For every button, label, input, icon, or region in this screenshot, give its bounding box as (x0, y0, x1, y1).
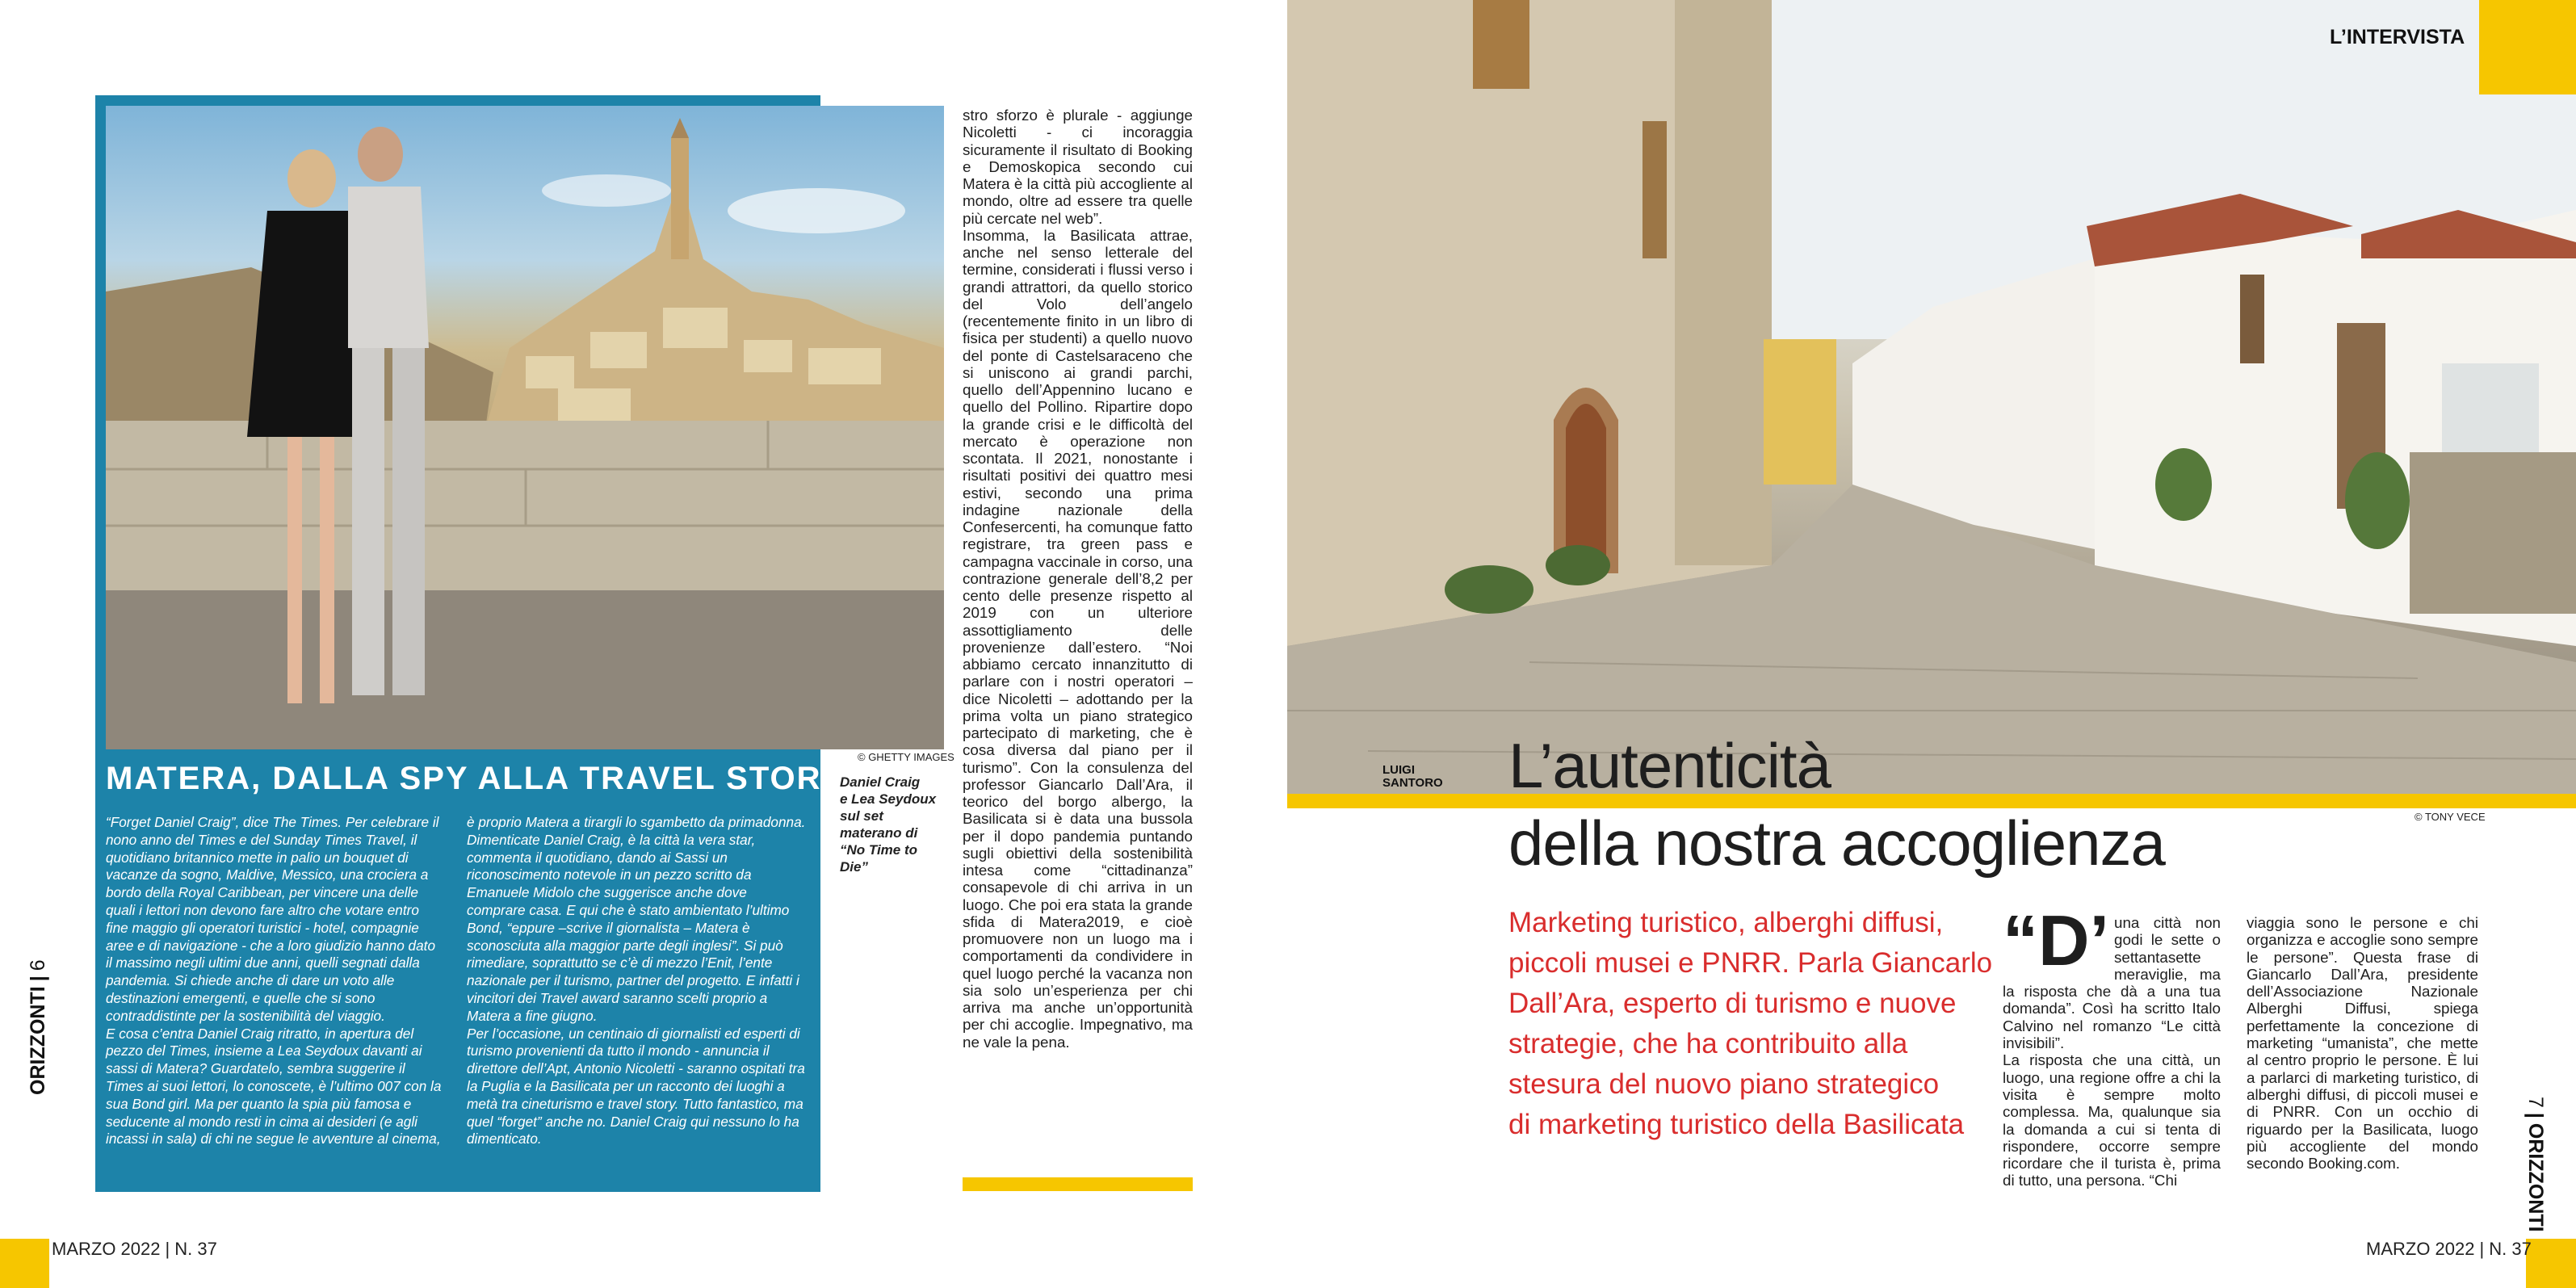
body-paragraph: stro sforzo è plurale - aggiunge Nicoletti - ci incoraggia sicuramente il risultato di Booking e Demoskopica secondo cui Matera è la città più accogliente al mondo, oltre ad essere tra quelle più cercate nel web”. (963, 107, 1193, 227)
caption-line: “No Time to Die” (840, 842, 918, 875)
section-name: ORIZZONTI (2524, 1122, 2547, 1232)
page-number: 7 (2524, 1097, 2547, 1108)
standfirst-line: strategie, che ha contribuito alla (1508, 1028, 1908, 1059)
headline-line: L’autenticità (1508, 730, 1831, 801)
headline-line: della nostra accoglienza (1508, 808, 2165, 879)
sidebar-title: MATERA, DALLA SPY ALLA TRAVEL STORY (106, 761, 844, 796)
photo-village-street (1287, 0, 2576, 794)
author-first-name: LUIGI (1382, 763, 1415, 777)
photo-credit-left: © GHETTY IMAGES (858, 751, 954, 763)
standfirst-line: di marketing turistico della Basilicata (1508, 1109, 1965, 1140)
sidebar-column-2 (467, 814, 806, 1148)
sidebar-paragraph: Per l’occasione, un centinaio di giornalisti ed esperti di turismo provenienti da tutto il mondo - annuncia il direttore dell’Apt, Antonio Nicoletti - saranno ospitati tra la Puglia e la Basilicata per un racconto dei luoghi a metà tra cineturismo e travel story. Tutto fantastico, ma quel “forget” anche no. Daniel Craig qui nessuno lo ha dimenticato. (467, 1025, 805, 1147)
author-last-name: SANTORO (1382, 776, 1443, 790)
article-continuation-column (963, 107, 1193, 1051)
section-label: L’INTERVISTA (2330, 26, 2465, 48)
body-paragraph: La risposta che una città, un luogo, una regione offre a chi la visita è sempre molto complessa. Ma, qualunque sia la domanda a cui si tenta di rispondere, occorre sempre ricordare che il turista è, prima di tutto, una persona. “Chi (2003, 1051, 2221, 1189)
photo-matera-craig-seydoux (106, 106, 944, 749)
article-column-1 (2003, 900, 2221, 1189)
footer-mark-left (0, 1239, 49, 1288)
author-byline (1382, 764, 1479, 790)
footer-mark-right (2526, 1239, 2576, 1288)
sidebar-paragraph: è proprio Matera a tirargli lo sgambetto da primadonna. Dimenticate Daniel Craig, è la città la vera star, commenta il quotidiano, dando ai Sassi un riconoscimento notevole in un pezzo scritto da Emanuele Midolo che suggerisce anche dove comprare casa. E qui che è stato ambientato l’ultimo Bond, “eppure –scrive il giornalista – Matera è sconosciuta alla maggior parte degli inglesi”. Si può rimediare, soprattutto se c’è di mezzo l’Enit, l’ente nazionale per il turismo, partner del progetto. E infatti i vincitori dei Travel award saranno scelti proprio a Matera a fine giugno. (467, 814, 806, 1024)
standfirst-line: piccoli musei e PNRR. Parla Giancarlo (1508, 947, 1993, 979)
footer-issue-right: MARZO 2022 | N. 37 (2366, 1239, 2532, 1259)
issue-number: N. 37 (2489, 1239, 2532, 1259)
caption-line: e Lea Seydoux (840, 791, 937, 807)
photo-illustration (106, 106, 944, 749)
body-paragraph: Insomma, la Basilicata attrae, anche nel senso letterale del termine, considerati i flussi verso i grandi attrattori, da quello storico del Volo dell’angelo (recentemente finito in un libro di fisica per studenti) a quello nuovo del ponte di Castelsaraceno che si uniscono ai grandi parchi, quello dell’Appennino lucano e quello del Pollino. Ripartire dopo la grande crisi e le difficoltà del mercato è operazione non scontata. Il 2021, nonostante i risultati positivi dei quattro mesi estivi, secondo una prima indagine nazionale della Confesercenti, ha comunque fatto registrare, tra green pass e campagna vaccinale in corso, una contrazione generale dell’8,2 per cento delle presenze rispetto al 2019 con un ulteriore assottigliamento delle provenienze dall’estero. “Noi abbiamo cercato innanzitutto di parlare con i nostri operatori – dice Nicoletti – adottando per la prima volta un piano strategico partecipato di marketing, che è cosa diversa dal piano per il turismo”. Con la consulenza del professor Giancarlo Dall’Ara, il teorico del borgo albergo, la Basilicata si è data una bussola per il dopo pandemia puntando sugli obiettivi della sostenibilità intesa come “cittadinanza” consapevole di chi arriva in un luogo. Che poi era stata la grande sfida di Matera2019, e cioè promuovere non un luogo ma i comportamenti da condividere in quel luogo perché la vacanza non sia solo un’esperienza per chi arriva ma anche un’opportunità per chi accoglie. Impegnativo, ma ne vale la pena. (963, 226, 1193, 1051)
page-number: 6 (27, 959, 49, 971)
standfirst-line: Marketing turistico, alberghi diffusi, (1508, 907, 1944, 938)
standfirst-line: Dall’Ara, esperto di turismo e nuove (1508, 988, 1957, 1019)
end-rule (963, 1177, 1193, 1191)
standfirst-line: stesura del nuovo piano strategico (1508, 1068, 1940, 1100)
issue-date: MARZO 2022 (2366, 1239, 2475, 1259)
drop-cap: “D’ (2003, 900, 2109, 980)
photo-illustration (1287, 0, 2576, 794)
body-paragraph: viaggia sono le persone e chi organizza e accoglie sono sempre le persone”. Questa frase di Giancarlo Dall’Ara, presidente dell’Associazione Nazionale Alberghi Diffusi, spiega perfettamente la concezione di marketing “umanista”, che mette al centro proprio le persone. È lui a parlarci di marketing turistico, di alberghi diffusi, di piccoli musei e di PNRR. Con un occhio di riguardo per la Basilicata, luogo più accogliente del mondo secondo Booking.com. (2247, 914, 2478, 1173)
folio-left: ORIZZONTI|6 (27, 959, 49, 1095)
photo-caption (840, 774, 946, 875)
caption-line: Daniel Craig (840, 774, 921, 790)
issue-date: MARZO 2022 (52, 1239, 161, 1259)
section-name: ORIZZONTI (27, 986, 49, 1095)
sidebar-column-1 (106, 814, 445, 1148)
article-column-2 (2247, 914, 2478, 1172)
standfirst (1508, 903, 2009, 1145)
folio-right: 7|ORIZZONTI (2524, 1097, 2547, 1232)
caption-line: sul set (840, 808, 883, 824)
article-headline (1508, 727, 2477, 882)
sidebar-paragraph: E cosa c’entra Daniel Craig ritratto, in apertura del pezzo del Times, insieme a Lea Seydoux davanti ai sassi di Matera? Guardatelo, sembra suggerire il Times ai suoi lettori, lo conoscete, è l’ultimo 007 con la sua Bond girl. Ma per quanto la spia più famosa e seducente al mondo resti in cima ai desideri (e agli incassi in sala) di chi ne segue le avventure al cinema, (106, 1025, 442, 1147)
footer-issue-left: MARZO 2022 | N. 37 (52, 1239, 217, 1259)
body-text: una città non godi le sette o settantasette meraviglie, ma la risposta che dà a una tua domanda”. Così ha scritto Italo Calvino nel romanzo “Le città invisibili”. (2003, 914, 2221, 1052)
body-paragraph (2003, 900, 2221, 1052)
issue-number: N. 37 (174, 1239, 217, 1259)
caption-line: materano di (840, 825, 918, 841)
sidebar-paragraph: “Forget Daniel Craig”, dice The Times. Per celebrare il nono anno del Times e del Sunday Times Travel, il quotidiano britannico mette in palio un bouquet di vacanze da sogno, Maldive, Messico, una crociera a bordo della Royal Caribbean, per vincere una delle quali i lettori non devono fare altro che votare entro fine maggio gli operatori turistici - hotel, compagnie aree e di navigazione - che a loro giudizio hanno dato il massimo negli ultimi due anni, quelli segnati dalla pandemia. Si chiede anche di dare un voto alle destinazioni emergenti, e quelle che si sono contraddistinte per la sostenibilità del viaggio. (106, 814, 439, 1024)
photo-credit-right: © TONY VECE (2414, 811, 2486, 823)
section-tab-corner (2479, 0, 2576, 94)
